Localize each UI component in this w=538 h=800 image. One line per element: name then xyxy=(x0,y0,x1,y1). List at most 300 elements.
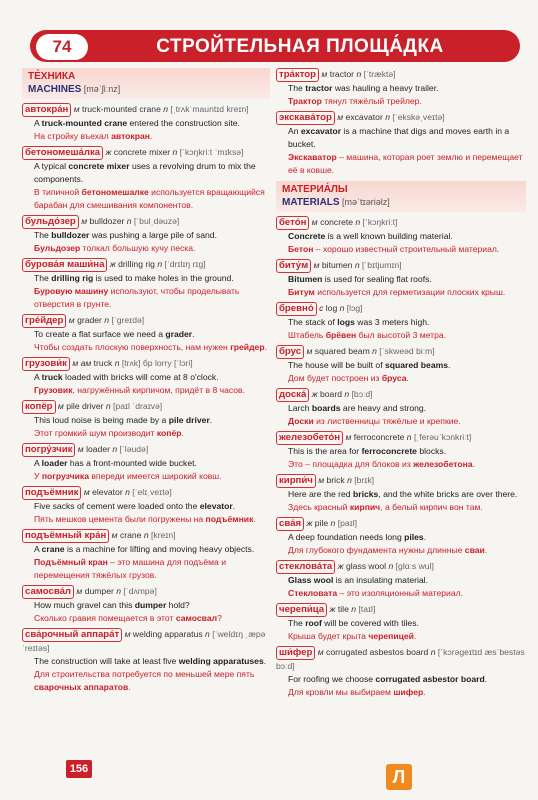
translation: welding apparatus xyxy=(132,629,203,639)
headword: подъёмный кра́н xyxy=(22,529,109,543)
example-ru-key: грейдер xyxy=(230,342,265,352)
entry-head xyxy=(276,646,526,673)
example-ru-c: . xyxy=(181,428,184,438)
example-en xyxy=(22,371,270,384)
example-en xyxy=(276,673,526,686)
translation: pile xyxy=(314,518,329,528)
page-title: СТРОЙТЕЛЬНАЯ ПЛОЩА́ДКА xyxy=(156,36,444,57)
gender-mark: м xyxy=(345,432,352,442)
example-ru xyxy=(22,285,270,311)
headword: грузови́к xyxy=(22,357,70,371)
example-en-c: was pushing a large pile of sand. xyxy=(89,230,217,240)
example-en-c: . xyxy=(484,674,488,684)
headword: бетономеша́лка xyxy=(22,146,103,160)
example-en-c: was 3 meters high. xyxy=(354,317,430,327)
dictionary-entry xyxy=(276,111,526,177)
entry-head xyxy=(22,628,270,655)
example-ru-key: Трактор xyxy=(288,96,322,106)
example-en xyxy=(276,316,526,329)
example-en-key: crane xyxy=(41,544,65,554)
example-en-c: will be covered with tiles. xyxy=(321,618,419,628)
transcription: [ˈləudə] xyxy=(119,444,149,454)
left-column xyxy=(22,68,270,697)
entry-head xyxy=(22,103,270,117)
gender-mark: м xyxy=(76,586,83,596)
example-ru-key: бруса xyxy=(381,373,407,383)
part-of-speech: n xyxy=(430,647,436,657)
example-en-key: Bitumen xyxy=(288,274,323,284)
example-ru xyxy=(276,372,526,385)
example-ru-key: Подъёмный кран xyxy=(34,557,108,567)
gender-mark: м xyxy=(337,112,344,122)
example-en-key: pile driver xyxy=(168,415,210,425)
transcription: [ˈbɪtjumɪn] xyxy=(362,260,402,270)
entry-head xyxy=(276,560,526,574)
transcription: [ˈskweəd biːm] xyxy=(379,346,435,356)
example-ru-key: Битум xyxy=(288,287,315,297)
example-en xyxy=(22,655,270,668)
part-of-speech: n xyxy=(406,432,412,442)
example-ru-a: Крыша будет крыта xyxy=(288,631,369,641)
headword: сва́рочный аппара́т xyxy=(22,628,122,642)
example-ru xyxy=(22,242,270,255)
translation: ferroconcrete xyxy=(353,432,405,442)
example-ru-a: У xyxy=(34,471,42,481)
entry-head xyxy=(22,146,270,160)
section-machines xyxy=(22,68,270,99)
headword: бревно́ xyxy=(276,302,317,316)
translation: concrete xyxy=(320,217,354,227)
example-en-key: bricks xyxy=(352,489,379,499)
example-en-c: . xyxy=(448,360,451,370)
gender-mark: м xyxy=(317,647,324,657)
entry-head xyxy=(276,259,526,273)
entry-head xyxy=(22,443,270,457)
example-en xyxy=(276,402,526,415)
right-column xyxy=(276,68,526,702)
example-en-a: The xyxy=(288,83,306,93)
example-en xyxy=(276,574,526,587)
dictionary-entry xyxy=(22,628,270,694)
gender-mark: ж xyxy=(109,259,116,269)
gender-mark: ж xyxy=(306,518,313,528)
translation: elevator xyxy=(92,487,123,497)
example-en-key: Concrete xyxy=(288,231,326,241)
example-en-key: grader xyxy=(165,329,193,339)
entry-head xyxy=(276,68,526,82)
example-en-key: boards xyxy=(311,403,341,413)
headword: самосва́л xyxy=(22,585,74,599)
translation: bulldozer xyxy=(89,216,125,226)
part-of-speech: n xyxy=(105,401,111,411)
dictionary-entry xyxy=(276,388,526,428)
example-en-c: is a machine for lifting and moving heavy objects. xyxy=(64,544,255,554)
example-en-c: hold? xyxy=(166,600,190,610)
entry-head xyxy=(276,388,526,402)
entry-head xyxy=(276,302,526,316)
transcription: [ˈtræktə] xyxy=(363,69,396,79)
transcription: [bɔːd] xyxy=(351,389,373,399)
example-en-c: has a front-mounted wide bucket. xyxy=(67,458,197,468)
example-ru-c: – машина, которая роет землю и перемещает её в ковше. xyxy=(288,152,523,175)
gender-mark: ж xyxy=(329,604,336,614)
example-en-key: bulldozer xyxy=(51,230,90,240)
example-en-c: . xyxy=(232,501,236,511)
headword: гре́йдер xyxy=(22,314,66,328)
example-ru xyxy=(22,427,270,440)
example-en-key: truck xyxy=(41,372,63,382)
example-ru xyxy=(22,612,270,625)
example-ru xyxy=(22,384,270,397)
entry-head xyxy=(22,215,270,229)
example-ru-a: Этот громкий шум производит xyxy=(34,428,157,438)
example-en-a: Larch xyxy=(288,403,312,413)
example-en xyxy=(22,500,270,513)
example-en-c: is used for sealing flat roofs. xyxy=(322,274,432,284)
example-ru-a: Чтобы создать плоскую поверхность, нам нужен xyxy=(34,342,231,352)
example-ru-a: Сколько гравия помещается в этот xyxy=(34,613,176,623)
example-ru xyxy=(22,186,270,212)
part-of-speech: n xyxy=(116,586,122,596)
headword: автокра́н xyxy=(22,103,71,117)
publisher-logo: Л xyxy=(386,764,412,790)
entry-head xyxy=(22,585,270,599)
gender-mark: м xyxy=(81,216,88,226)
example-en-key: Glass wool xyxy=(288,575,334,585)
dictionary-entry xyxy=(276,517,526,557)
example-en-c: entered the construction site. xyxy=(127,118,240,128)
translation: log xyxy=(325,303,338,313)
part-of-speech: n xyxy=(172,147,178,157)
dictionary-entry xyxy=(276,474,526,514)
entry-head xyxy=(276,111,526,125)
translation: brick xyxy=(326,475,345,485)
example-en xyxy=(22,457,270,470)
transcription: [ˈelɪˌveɪtə] xyxy=(132,487,172,497)
headword: биту́м xyxy=(276,259,311,273)
dictionary-entry xyxy=(276,603,526,643)
example-en-key: squared beams xyxy=(384,360,449,370)
dictionary-entry xyxy=(22,529,270,582)
example-en-key: elevator xyxy=(199,501,233,511)
example-ru-key: копёр xyxy=(156,428,182,438)
example-ru-c: впереди имеется широкий ковш. xyxy=(88,471,222,481)
example-en xyxy=(276,445,526,458)
headword: брус xyxy=(276,345,304,359)
transcription: [ˈgreɪdə] xyxy=(111,315,145,325)
example-ru-key: Грузовик xyxy=(34,385,73,395)
example-ru-a: Штабель xyxy=(288,330,326,340)
gender-mark: м xyxy=(73,104,80,114)
translation: board xyxy=(320,389,342,399)
dictionary-entry xyxy=(22,443,270,483)
transcription: [ˌtrʌkˈmauntɪd kreɪn] xyxy=(170,104,249,114)
example-ru xyxy=(22,470,270,483)
dictionary-entry xyxy=(22,258,270,311)
example-ru-c: , нагружённый кирпичом, придёт в 8 часов. xyxy=(72,385,246,395)
transcription: [ˈkɔŋkriːt] xyxy=(362,217,398,227)
example-en-a: A xyxy=(34,544,42,554)
example-ru-key: бетономешалке xyxy=(81,187,149,197)
example-en-c: are heavy and strong. xyxy=(340,403,427,413)
example-ru-a: Здесь красный xyxy=(288,502,350,512)
example-en-c: is used to make holes in the ground. xyxy=(93,273,234,283)
entry-head xyxy=(22,400,270,414)
example-ru xyxy=(22,513,270,526)
entry-head xyxy=(276,431,526,445)
part-of-speech: n xyxy=(330,518,336,528)
example-ru-key: подъёмник xyxy=(205,514,254,524)
example-en-c: . xyxy=(263,656,267,666)
example-en xyxy=(276,617,526,630)
example-ru xyxy=(276,286,526,299)
gender-mark: м xyxy=(83,487,90,497)
dictionary-entry xyxy=(276,345,526,385)
transcription: [brɪk] xyxy=(354,475,375,485)
example-ru-c: используют, чтобы проделывать отверстия в грунте. xyxy=(34,286,240,309)
gender-mark: м xyxy=(124,629,131,639)
translation: concrete mixer xyxy=(113,147,171,157)
translation: drilling rig xyxy=(118,259,155,269)
page-number: 74 xyxy=(36,34,88,60)
example-ru xyxy=(276,630,526,643)
example-en-c: uses a revolving drum to mix the components. xyxy=(34,161,256,184)
headword: бурова́я маши́на xyxy=(22,258,107,272)
example-ru xyxy=(276,415,526,428)
transcription: [paɪl] xyxy=(337,518,358,528)
example-en-a: This is the area for xyxy=(288,446,362,456)
example-en xyxy=(276,531,526,544)
headword: погру́зчик xyxy=(22,443,75,457)
example-en-key: welding apparatuses xyxy=(178,656,264,666)
translation: glass wool xyxy=(345,561,387,571)
example-en-key: loader xyxy=(41,458,68,468)
part-of-speech: n xyxy=(347,475,352,485)
example-ru-key: Экскаватор xyxy=(288,152,337,162)
example-en-a: The house will be built of xyxy=(288,360,385,370)
example-en-key: piles xyxy=(404,532,424,542)
dictionary-entry xyxy=(276,431,526,471)
example-ru-key: сваи xyxy=(464,545,485,555)
example-en-a: For roofing we choose xyxy=(288,674,376,684)
transcription: [trʌk] бр lorry [ˈlɔri] xyxy=(121,358,193,368)
section-title-ru: ТЕ́ХНИКА xyxy=(28,71,76,82)
example-ru-key: Стекловата xyxy=(288,588,338,598)
example-en-key: drilling rig xyxy=(51,273,94,283)
example-en-a: The xyxy=(34,273,52,283)
dictionary-entry xyxy=(22,486,270,526)
gender-mark: м xyxy=(77,444,84,454)
dictionary-entry xyxy=(276,68,526,108)
example-ru-key: железобетона xyxy=(413,459,473,469)
dictionary-entry xyxy=(22,585,270,625)
part-of-speech: n xyxy=(385,112,390,122)
example-ru-key: Бульдозер xyxy=(34,243,81,253)
gender-mark: ж xyxy=(105,147,112,157)
example-en-a: A xyxy=(34,372,42,382)
translation: crane xyxy=(119,530,142,540)
translation: pile driver xyxy=(66,401,104,411)
example-en-key: truck-mounted crane xyxy=(41,118,128,128)
example-en-a: A deep foundation needs long xyxy=(288,532,405,542)
example-en xyxy=(22,543,270,556)
transcription: [ˈdʌmpə] xyxy=(123,586,157,596)
example-ru-key: автокран xyxy=(111,131,150,141)
example-ru-a: На стройку въехал xyxy=(34,131,112,141)
example-en xyxy=(276,273,526,286)
headword: сва́я xyxy=(276,517,304,531)
gender-mark: м xyxy=(111,530,118,540)
example-en-a: A xyxy=(34,118,42,128)
example-ru-a: Для кровли мы выбираем xyxy=(288,687,394,697)
example-ru-key: черепицей xyxy=(368,631,414,641)
dictionary-entry xyxy=(276,560,526,600)
example-en-c: loaded with bricks will come at 8 o'clock. xyxy=(62,372,219,382)
example-ru xyxy=(276,686,526,699)
example-en xyxy=(22,272,270,285)
gender-mark: м ам xyxy=(72,358,92,368)
example-ru xyxy=(276,329,526,342)
part-of-speech: n xyxy=(355,217,361,227)
example-ru-c: . xyxy=(484,545,488,555)
translation: loader xyxy=(86,444,110,454)
part-of-speech: n xyxy=(205,629,210,639)
example-ru-c: используется вращающийся барабан для смешивания компонентов. xyxy=(34,187,265,210)
example-en-key: logs xyxy=(337,317,355,327)
example-en-c: blocks. xyxy=(416,446,447,456)
headword: тра́ктор xyxy=(276,68,319,82)
section-title-en: MATERIALS xyxy=(282,197,340,208)
gender-mark: м xyxy=(318,475,325,485)
example-ru-a: Дом будет построен из xyxy=(288,373,382,383)
translation: truck xyxy=(93,358,113,368)
transcription: [ˈweldɪŋ ˌæpəˈreɪtəs] xyxy=(22,629,266,653)
gender-mark: с xyxy=(319,303,324,313)
headword: черепи́ца xyxy=(276,603,327,617)
section-materials xyxy=(276,181,526,212)
part-of-speech: n xyxy=(126,216,132,226)
example-en xyxy=(22,229,270,242)
example-ru-c: . xyxy=(128,682,131,692)
example-en-a: A typical xyxy=(34,161,69,171)
part-of-speech: n xyxy=(354,260,360,270)
example-en xyxy=(22,160,270,186)
example-ru-c: из лиственницы тяжёлые и крепкие. xyxy=(313,416,461,426)
entry-head xyxy=(22,314,270,328)
example-en xyxy=(276,359,526,372)
example-en-a: Here are the red xyxy=(288,489,353,499)
example-en-c: is a well known building material. xyxy=(325,231,453,241)
headword: доска́ xyxy=(276,388,309,402)
example-en-key: excavator xyxy=(300,126,342,136)
example-en-a: How much gravel can this xyxy=(34,600,135,610)
example-ru-c: – это машина для подъёма и перемещения тяжёлых грузов. xyxy=(34,557,226,580)
example-en xyxy=(276,488,526,501)
example-ru xyxy=(276,501,526,514)
example-en-a: This loud noise is being made by a xyxy=(34,415,169,425)
example-ru xyxy=(276,458,526,471)
example-ru xyxy=(276,95,526,108)
section-transcription: [məˈʃiːnz] xyxy=(83,84,121,94)
translation: tractor xyxy=(329,69,355,79)
example-en-c: , and the white bricks are over there. xyxy=(378,489,518,499)
example-ru-key: погрузчика xyxy=(41,471,89,481)
part-of-speech: n xyxy=(388,561,394,571)
dictionary-entry xyxy=(276,646,526,699)
example-en-c: . xyxy=(209,415,213,425)
headword: экскава́тор xyxy=(276,111,335,125)
headword: бульдо́зер xyxy=(22,215,79,229)
example-en xyxy=(276,125,526,151)
example-en-key: concrete mixer xyxy=(68,161,130,171)
translation: grader xyxy=(77,315,102,325)
example-en-c: was hauling a heavy trailer. xyxy=(332,83,439,93)
section-transcription: [məˈtɪəriəlz] xyxy=(341,197,390,207)
entry-head xyxy=(22,529,270,543)
transcription: [ˈbulˌdəuzə] xyxy=(133,216,180,226)
example-en xyxy=(276,82,526,95)
part-of-speech: n xyxy=(104,315,110,325)
example-en-a: To create a flat surface we need a xyxy=(34,329,166,339)
example-en-c: . xyxy=(192,329,195,339)
entry-head xyxy=(276,345,526,359)
gender-mark: м xyxy=(311,217,318,227)
example-ru xyxy=(276,587,526,600)
example-ru-c: был высотой 3 метра. xyxy=(356,330,447,340)
dictionary-entry xyxy=(22,314,270,354)
example-ru-a: Для глубокого фундамента нужны длинные xyxy=(288,545,465,555)
part-of-speech: n xyxy=(163,104,169,114)
headword: кирпи́ч xyxy=(276,474,316,488)
example-ru-key: шифер xyxy=(393,687,424,697)
dictionary-entry xyxy=(22,146,270,212)
example-ru-key: сварочных аппаратов xyxy=(34,682,129,692)
dictionary-entry xyxy=(22,103,270,143)
transcription: [glɑːs wul] xyxy=(395,561,434,571)
dictionary-entry xyxy=(276,259,526,299)
headword: железобето́н xyxy=(276,431,343,445)
example-ru-c: . xyxy=(413,631,417,641)
example-en xyxy=(22,599,270,612)
dictionary-entry xyxy=(22,357,270,397)
example-en-a: A xyxy=(34,458,42,468)
example-ru-c: тянул тяжёлый трейлер. xyxy=(321,96,422,106)
example-ru-c: толкал большую кучу песка. xyxy=(80,243,196,253)
right-entries xyxy=(276,216,526,699)
example-ru-c: . xyxy=(472,459,475,469)
example-en-a: An xyxy=(288,126,301,136)
transcription: [ˈdrɪlɪŋ rɪg] xyxy=(164,259,206,269)
example-en xyxy=(276,230,526,243)
gender-mark: ж xyxy=(311,389,318,399)
example-ru-c: . xyxy=(149,131,153,141)
example-ru-a: В типичной xyxy=(34,187,82,197)
example-ru-key: Доски xyxy=(288,416,314,426)
part-of-speech: n xyxy=(114,358,120,368)
example-ru-c: используется для герметизации плоских крыш. xyxy=(314,287,506,297)
translation: tile xyxy=(337,604,349,614)
example-ru xyxy=(276,243,526,256)
example-ru-c: . xyxy=(406,373,409,383)
dictionary-entry xyxy=(22,215,270,255)
example-en-c: . xyxy=(423,532,427,542)
entry-head xyxy=(22,258,270,272)
left-entries xyxy=(22,103,270,694)
entry-head xyxy=(22,357,270,371)
section-title-ru: МАТЕРИА́ЛЫ xyxy=(282,184,348,195)
part-of-speech: n xyxy=(372,346,377,356)
dictionary-entry xyxy=(22,400,270,440)
